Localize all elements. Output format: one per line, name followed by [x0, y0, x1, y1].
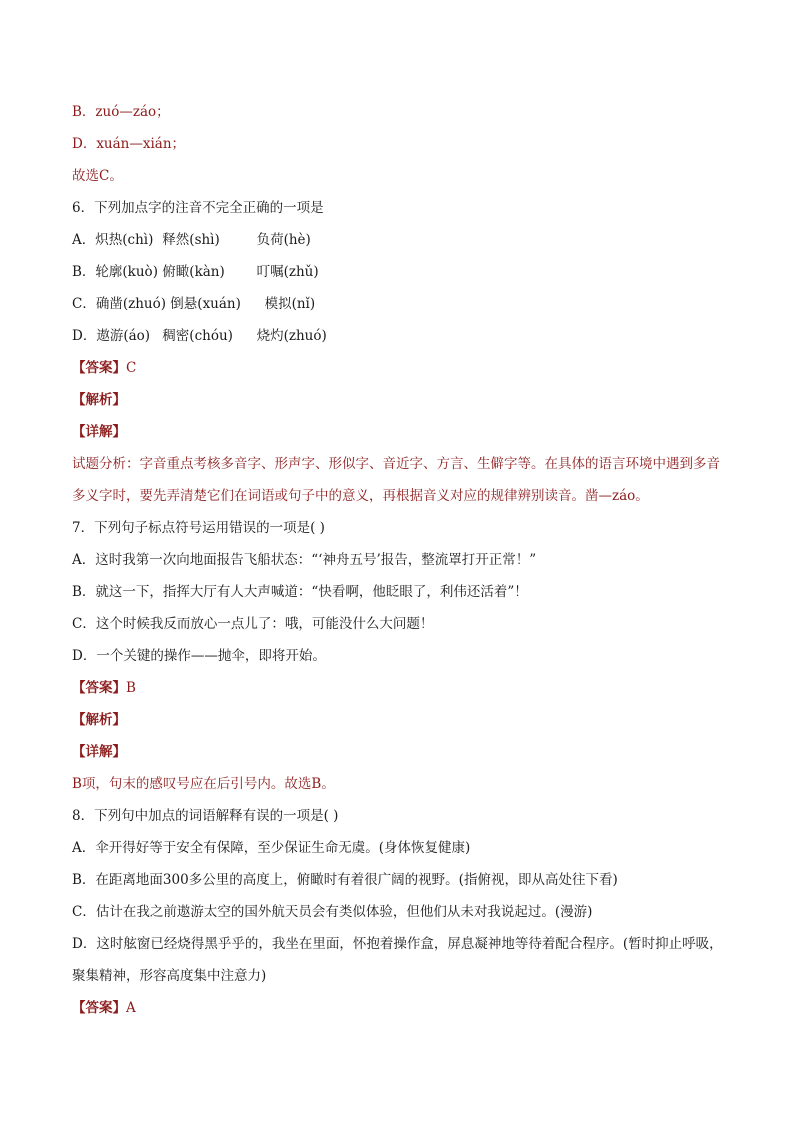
q7-answer-value: B: [126, 680, 136, 696]
q6-option-a: [72, 224, 724, 256]
q6-c-word3: 模拟(nǐ): [264, 296, 316, 312]
q7-option-a: A．这时我第一次向地面报告飞船状态：“‘神舟五号’报告，整流罩打开正常！”: [72, 552, 537, 568]
q6-detail-text: 试题分析：字音重点考核多音字、形声字、形似字、音近字、方言、生僻字等。在具体的语言环境中遇到多音多义字时，要先弄清楚它们在词语或句子中的意义，再根据音义对应的规律辨别读音。凿—záo。: [72, 456, 720, 504]
q7-option-c: C．这个时候我反而放心一点儿了：哦，可能没什么大问题！: [72, 616, 434, 632]
q8-option-a: A．伞开得好等于安全有保障，至少保证生命无虞。(身体恢复健康): [72, 840, 471, 856]
q6-a-word2: 释然(shì): [162, 232, 220, 248]
prev-conclusion: 故选C。: [72, 168, 123, 184]
q6-b-word3: 叮嘱(zhǔ): [256, 264, 319, 280]
q6-d-word1: D．遨游(áo): [72, 328, 151, 344]
q6-d-word3: 烧灼(zhuó): [256, 328, 327, 344]
q6-b-word2: 俯瞰(kàn): [162, 264, 225, 280]
q8-option-c: C．估计在我之前遨游太空的国外航天员会有类似体验，但他们从未对我说起过。(漫游): [72, 904, 593, 920]
q7-option-d: D．一个关键的操作——抛伞，即将开始。: [72, 648, 326, 664]
q7-detail-text: B项，句末的感叹号应在后引号内。故选B。: [72, 776, 335, 792]
q7-detail-label: 【详解】: [72, 744, 126, 760]
q6-a-word3: 负荷(hè): [256, 232, 311, 248]
q6-answer: [72, 352, 724, 384]
q6-d-word2: 稠密(chóu): [162, 328, 233, 344]
q6-answer-value: C: [126, 360, 137, 376]
q7-answer: [72, 672, 724, 704]
q6-option-b: [72, 256, 724, 288]
document-page: [72, 96, 724, 1024]
q8-option-d: D．这时舷窗已经烧得黑乎乎的，我坐在里面，怀抱着操作盒，屏息凝神地等待着配合程序。(暂时抑止呼吸，聚集精神，形容高度集中注意力): [72, 936, 723, 984]
q7-analysis-label: 【解析】: [72, 712, 126, 728]
q6-analysis-label: 【解析】: [72, 392, 126, 408]
q6-b-word1: B．轮廓(kuò): [72, 264, 158, 280]
q8-option-b: B．在距离地面300多公里的高度上，俯瞰时有着很广阔的视野。(指俯视，即从高处往下看): [72, 872, 618, 888]
q6-option-d: [72, 320, 724, 352]
prev-option-d: D．xuán—xián；: [72, 136, 186, 152]
q6-a-word1: A．炽热(chì): [72, 232, 154, 248]
q6-c-word1: C．确凿(zhuó): [72, 296, 166, 312]
q7-answer-label: 【答案】: [72, 680, 126, 696]
q7-option-b: B．就这一下，指挥大厅有人大声喊道：“快看啊，他眨眼了，利伟还活着”！: [72, 584, 528, 600]
q8-answer-value: A: [126, 1000, 136, 1016]
q6-stem: 6．下列加点字的注音不完全正确的一项是: [72, 200, 324, 216]
q6-answer-label: 【答案】: [72, 360, 126, 376]
q6-c-word2: 倒悬(xuán): [170, 296, 241, 312]
q8-answer-label: 【答案】: [72, 1000, 126, 1016]
q7-stem: 7．下列句子标点符号运用错误的一项是( ): [72, 520, 325, 536]
q8-answer: [72, 992, 724, 1024]
q6-detail-label: 【详解】: [72, 424, 126, 440]
q8-stem: 8．下列句中加点的词语解释有误的一项是( ): [72, 808, 339, 824]
q6-option-c: [72, 288, 724, 320]
prev-option-b: B．zuó—záo；: [72, 104, 170, 120]
